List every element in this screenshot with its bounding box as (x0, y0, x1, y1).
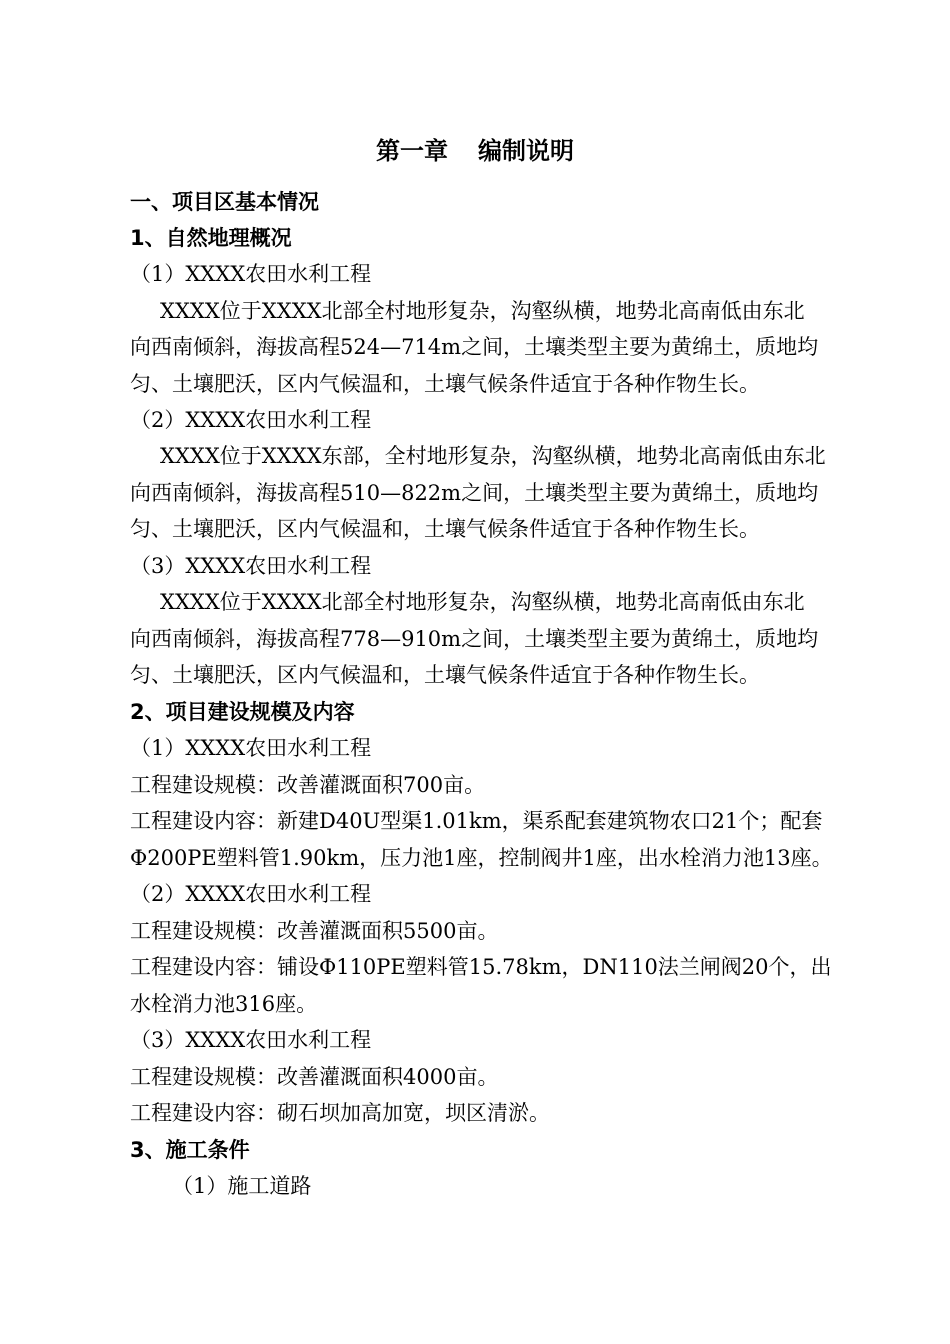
project-item-heading: （1）XXXX农田水利工程 (130, 736, 372, 760)
paragraph-line: 匀、土壤肥沃，区内气候温和，土壤气候条件适宜于各种作物生长。 (130, 663, 760, 687)
paragraph-line: 工程建设内容：砌石坝加高加宽，坝区清淤。 (130, 1101, 550, 1125)
project-item-heading: （1）XXXX农田水利工程 (130, 262, 372, 286)
paragraph-line: 工程建设内容：新建D40U型渠1.01km，渠系配套建筑物农口21个；配套 (130, 809, 823, 833)
chapter-name: 编制说明 (478, 137, 574, 165)
project-item-heading: （3）XXXX农田水利工程 (130, 554, 372, 578)
paragraph-line: 工程建设规模：改善灌溉面积4000亩。 (130, 1065, 499, 1089)
chapter-title (0, 131, 950, 171)
paragraph-line: 匀、土壤肥沃，区内气候温和，土壤气候条件适宜于各种作物生长。 (130, 517, 760, 541)
paragraph-line: 向西南倾斜，海拔高程510—822m之间，土壤类型主要为黄绵土，质地均 (130, 481, 819, 505)
paragraph-line: XXXX位于XXXX东部，全村地形复杂，沟壑纵横，地势北高南低由东北 (160, 444, 826, 468)
project-item-heading: （2）XXXX农田水利工程 (130, 882, 372, 906)
chapter-number: 第一章 (376, 137, 448, 165)
paragraph-line: 工程建设规模：改善灌溉面积5500亩。 (130, 919, 499, 943)
paragraph-line: Φ200PE塑料管1.90km，压力池1座，控制阀井1座，出水栓消力池13座。 (130, 846, 833, 870)
paragraph-line: 向西南倾斜，海拔高程778—910m之间，土壤类型主要为黄绵土，质地均 (130, 627, 819, 651)
paragraph-line: 向西南倾斜，海拔高程524—714m之间，土壤类型主要为黄绵土，质地均 (130, 335, 819, 359)
project-item-heading: （3）XXXX农田水利工程 (130, 1028, 372, 1052)
section-heading: 一、项目区基本情况 (130, 190, 319, 214)
subsection-heading: 3、施工条件 (130, 1138, 250, 1162)
subsection-heading: 2、项目建设规模及内容 (130, 700, 355, 724)
paragraph-line: 水栓消力池316座。 (130, 992, 318, 1016)
subsection-heading: 1、自然地理概况 (130, 226, 292, 250)
subitem-heading: （1）施工道路 (172, 1174, 312, 1198)
paragraph-line: XXXX位于XXXX北部全村地形复杂，沟壑纵横，地势北高南低由东北 (160, 590, 805, 614)
project-item-heading: （2）XXXX农田水利工程 (130, 408, 372, 432)
paragraph-line: 工程建设规模：改善灌溉面积700亩。 (130, 773, 486, 797)
paragraph-line: XXXX位于XXXX北部全村地形复杂，沟壑纵横，地势北高南低由东北 (160, 299, 805, 323)
paragraph-line: 匀、土壤肥沃，区内气候温和，土壤气候条件适宜于各种作物生长。 (130, 372, 760, 396)
paragraph-line: 工程建设内容：铺设Φ110PE塑料管15.78km，DN110法兰闸阀20个，出 (130, 955, 832, 979)
